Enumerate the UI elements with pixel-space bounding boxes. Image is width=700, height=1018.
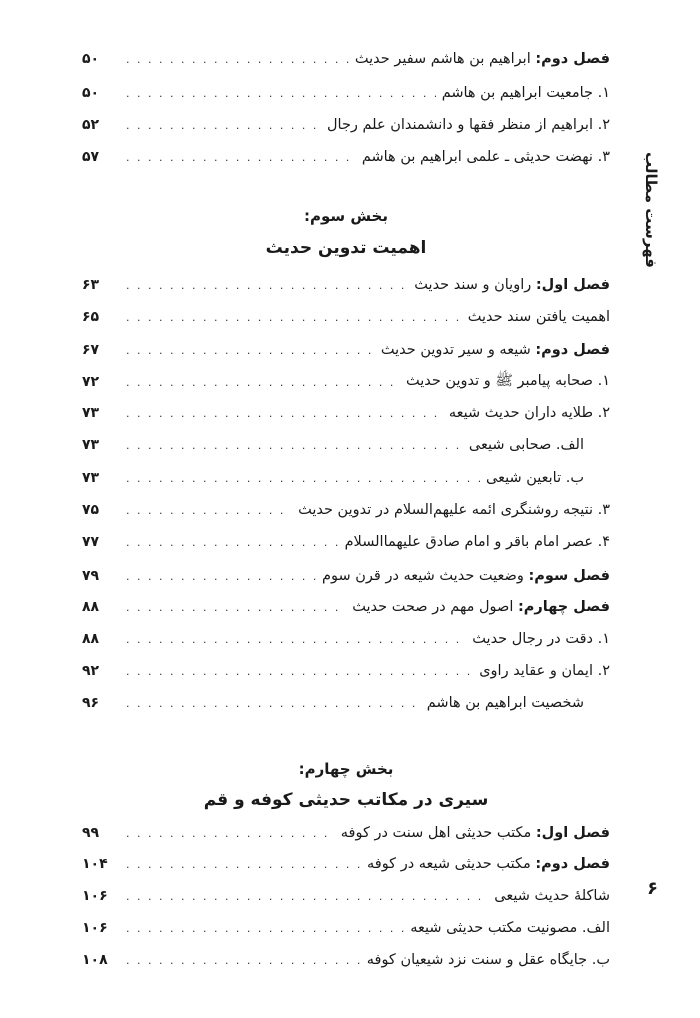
toc-entry[interactable] xyxy=(82,142,610,172)
toc-entry[interactable] xyxy=(82,945,610,975)
page-number: ۶ xyxy=(647,878,658,899)
entry-page: ۱۰۸ xyxy=(82,952,108,968)
entry-page: ۵۰ xyxy=(82,51,100,67)
leader-dots xyxy=(126,570,316,583)
entry-title: ۱. صحابه پیامبر ﷺ و تدوین حدیث xyxy=(405,372,610,389)
entry-page: ۷۳ xyxy=(82,470,100,486)
toc-entry[interactable] xyxy=(82,849,610,879)
entry-page: ۷۳ xyxy=(82,437,100,453)
toc-entry[interactable] xyxy=(82,398,610,428)
entry-title: ۴. عصر امام باقر و امام صادق علیهما‌السلام xyxy=(344,534,610,550)
leader-dots xyxy=(126,53,349,66)
leader-dots xyxy=(126,87,436,100)
entry-title: ۱. جامعیت ابراهیم بن هاشم xyxy=(441,85,610,101)
toc-entry[interactable] xyxy=(82,688,610,718)
toc-entry[interactable] xyxy=(82,78,610,108)
entry-title: ب. تابعین شیعی xyxy=(486,470,584,486)
toc-entry[interactable] xyxy=(82,270,610,300)
leader-dots xyxy=(126,954,361,967)
entry-page: ۹۹ xyxy=(82,825,100,841)
entry-title: ۲. ایمان و عقاید راوی xyxy=(479,663,610,679)
entry-title: ۲. ابراهیم از منظر فقها و دانشمندان علم رجال xyxy=(326,117,610,133)
entry-title: ۲. طلایه داران حدیث شیعه xyxy=(448,405,610,421)
entry-title: شاکلهٔ حدیث شیعی xyxy=(494,888,610,904)
running-header xyxy=(636,150,666,270)
entry-title: الف. صحابی شیعی xyxy=(468,437,584,453)
entry-title: فصل اول: راویان و سند حدیث xyxy=(414,277,610,293)
leader-dots xyxy=(126,827,335,840)
section-title: سیری در مکاتب حدیثی کوفه و قم xyxy=(203,790,489,810)
entry-title: شخصیت ابراهیم بن هاشم xyxy=(426,695,584,711)
leader-dots xyxy=(126,151,356,164)
leader-dots xyxy=(126,697,421,710)
entry-page: ۸۸ xyxy=(82,631,100,647)
leader-dots xyxy=(126,633,466,646)
leader-dots xyxy=(126,504,292,517)
entry-title: فصل دوم: مکتب حدیثی شیعه در کوفه xyxy=(366,856,610,872)
entry-page: ۷۹ xyxy=(82,568,100,584)
toc-entry[interactable] xyxy=(82,495,610,525)
toc-entry[interactable] xyxy=(82,110,610,140)
toc-entry[interactable] xyxy=(82,561,610,591)
toc-entry[interactable] xyxy=(82,335,610,365)
side-title: فهرست مطالب xyxy=(642,152,660,268)
leader-dots xyxy=(126,279,408,292)
leader-dots xyxy=(126,407,443,420)
leader-dots xyxy=(126,922,404,935)
leader-dots xyxy=(126,472,480,485)
entry-title: ب. جایگاه عقل و سنت نزد شیعیان کوفه xyxy=(366,952,610,968)
toc-entry[interactable] xyxy=(82,656,610,686)
leader-dots xyxy=(126,119,321,132)
toc-entry[interactable] xyxy=(82,44,610,74)
entry-title: ۳. نتیجه روشنگری ائمه علیهم‌السلام در تدوین حدیث xyxy=(298,502,610,518)
entry-page: ۸۸ xyxy=(82,599,100,615)
toc-entry[interactable] xyxy=(82,302,610,332)
section-title: اهمیت تدوین حدیث xyxy=(265,238,427,258)
entry-page: ۷۵ xyxy=(82,502,100,518)
entry-page: ۹۶ xyxy=(82,695,100,711)
leader-dots xyxy=(126,601,346,614)
entry-page: ۵۰ xyxy=(82,85,100,101)
entry-title: فصل دوم: شیعه و سیر تدوین حدیث xyxy=(380,342,610,358)
entry-page: ۵۲ xyxy=(82,117,100,133)
section-label: بخش چهارم: xyxy=(298,760,394,778)
leader-dots xyxy=(126,536,339,549)
section-label: بخش سوم: xyxy=(303,207,389,225)
leader-dots xyxy=(126,858,361,871)
entry-page: ۷۷ xyxy=(82,534,100,550)
toc-entry[interactable] xyxy=(82,881,610,911)
entry-title: فصل اول: مکتب حدیثی اهل سنت در کوفه xyxy=(340,825,610,841)
entry-page: ۵۷ xyxy=(82,149,100,165)
entry-page: ۱۰۴ xyxy=(82,856,108,872)
leader-dots xyxy=(126,344,375,357)
leader-dots xyxy=(126,311,462,324)
entry-page: ۷۳ xyxy=(82,405,100,421)
toc-entry[interactable] xyxy=(82,913,610,943)
toc-entry[interactable] xyxy=(82,818,610,848)
entry-title: اهمیت یافتن سند حدیث xyxy=(467,309,610,325)
entry-title: ۱. دقت در رجال حدیث xyxy=(472,631,610,647)
leader-dots xyxy=(126,439,463,452)
entry-page: ۱۰۶ xyxy=(82,920,108,936)
entry-page: ۶۵ xyxy=(82,309,100,325)
toc-entry[interactable] xyxy=(82,527,610,557)
leader-dots xyxy=(126,376,400,389)
entry-title: ۳. نهضت حدیثی ـ علمی ابراهیم بن هاشم xyxy=(361,149,610,165)
toc-entry[interactable] xyxy=(82,592,610,622)
leader-dots xyxy=(126,665,473,678)
toc-entry[interactable] xyxy=(82,624,610,654)
leader-dots xyxy=(126,890,488,903)
toc-entry[interactable] xyxy=(82,463,610,493)
entry-title: فصل چهارم: اصول مهم در صحت حدیث xyxy=(352,599,610,615)
entry-page: ۶۳ xyxy=(82,277,100,293)
entry-title: فصل سوم: وضعیت حدیث شیعه در قرن سوم xyxy=(322,568,610,584)
entry-page: ۶۷ xyxy=(82,342,100,358)
entry-title: الف. مصونیت مکتب حدیثی شیعه xyxy=(410,920,610,936)
entry-page: ۷۲ xyxy=(82,374,100,390)
entry-page: ۱۰۶ xyxy=(82,888,108,904)
entry-title: فصل دوم: ابراهیم بن هاشم سفیر حدیث xyxy=(354,51,610,67)
toc-entry[interactable] xyxy=(82,430,610,460)
toc-entry[interactable] xyxy=(82,367,610,397)
entry-page: ۹۲ xyxy=(82,663,100,679)
